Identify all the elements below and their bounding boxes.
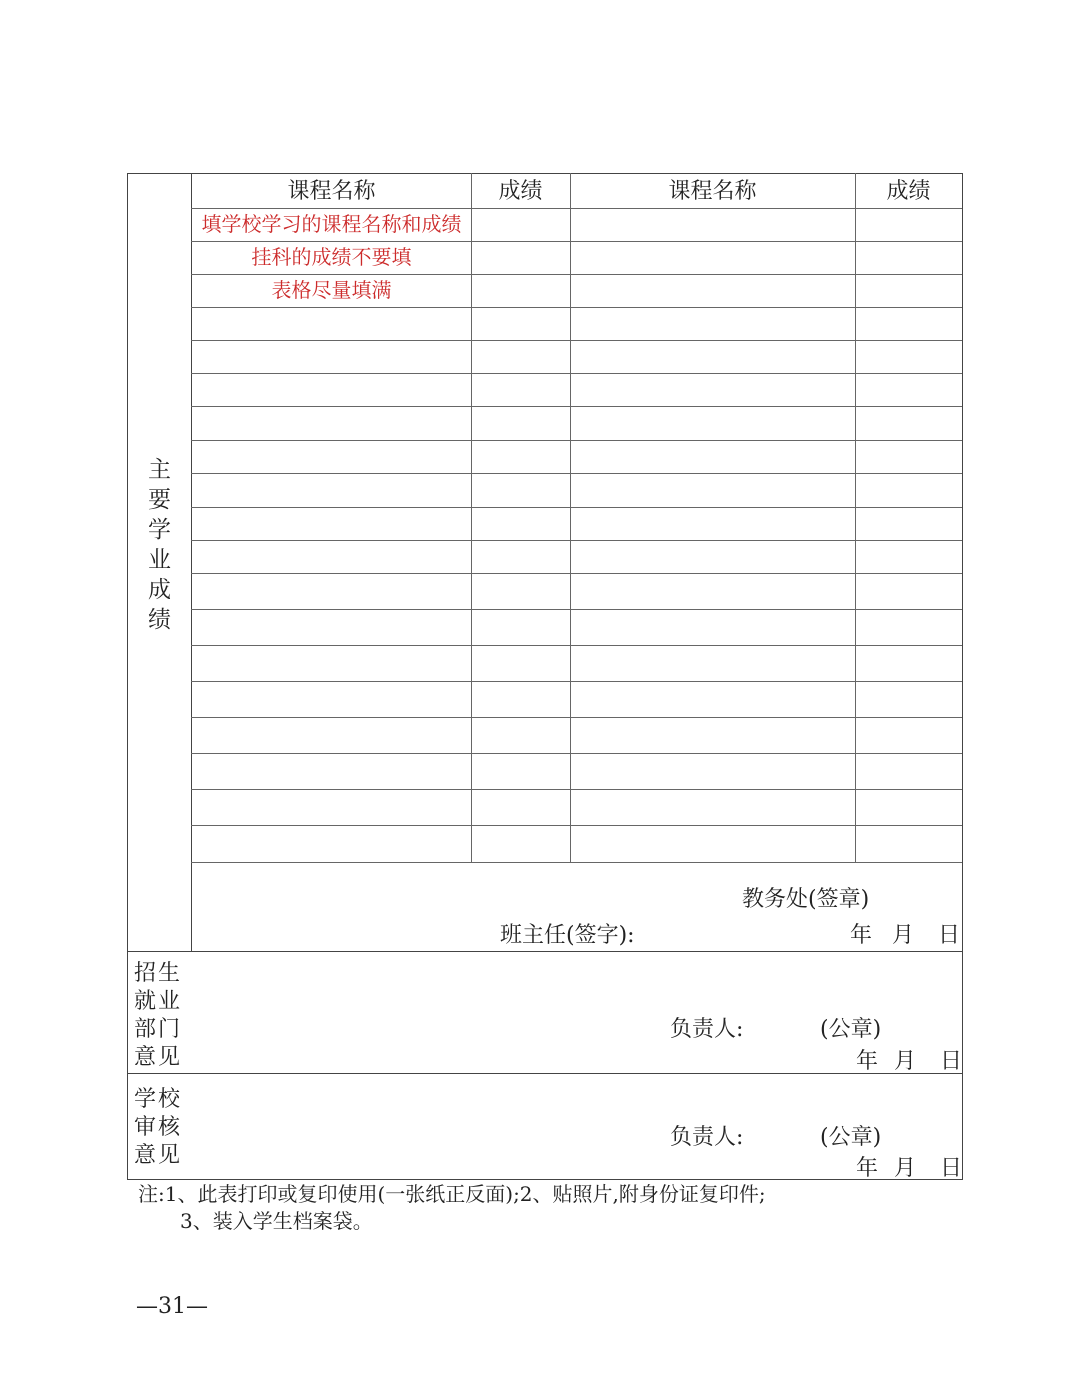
date-day: 日 <box>938 923 961 948</box>
grid-row-line <box>191 717 962 718</box>
label-line: 学校 <box>134 1087 183 1112</box>
grid-row-line <box>191 340 962 341</box>
page-number: —31— <box>136 1294 208 1319</box>
grid-row-line <box>191 473 962 474</box>
section-divider-grades <box>127 951 963 952</box>
header-score-2: 成绩 <box>886 179 931 204</box>
header-course-name-2: 课程名称 <box>668 179 757 204</box>
label-line: 招生 <box>134 961 183 986</box>
grid-row-line <box>191 753 962 754</box>
label-char: 成 <box>148 577 171 603</box>
frame-left <box>127 173 128 1179</box>
label-line: 部门 <box>134 1017 183 1042</box>
label-char: 业 <box>148 547 171 573</box>
grid-column-line <box>570 173 571 862</box>
grid-row-line <box>191 681 962 682</box>
section-label-enrollment-dept <box>134 960 190 1072</box>
grid-row-line <box>191 573 962 574</box>
grid-row-line <box>191 406 962 407</box>
date-year: 年 <box>856 1049 879 1074</box>
label-line: 意见 <box>134 1143 183 1168</box>
head-teacher-signature: 班主任(签字): <box>500 923 635 948</box>
grid-row-line <box>191 862 962 863</box>
label-line: 意见 <box>134 1045 183 1070</box>
date-year: 年 <box>856 1156 879 1181</box>
label-line: 就业 <box>134 989 183 1014</box>
section-label-academic-grades <box>128 455 191 635</box>
grid-row-line <box>191 507 962 508</box>
grid-row-line <box>191 825 962 826</box>
label-char: 要 <box>148 487 171 513</box>
grid-row-line <box>191 440 962 441</box>
date-day: 日 <box>940 1156 963 1181</box>
frame-top <box>127 173 963 174</box>
label-char: 主 <box>148 457 171 483</box>
date-month: 月 <box>894 1156 917 1181</box>
academic-office-stamp: 教务处(签章) <box>742 887 870 912</box>
label-char: 绩 <box>148 607 171 633</box>
school-seal: (公章) <box>820 1125 882 1150</box>
enrollment-responsible: 负责人: <box>670 1017 744 1042</box>
enrollment-seal: (公章) <box>820 1017 882 1042</box>
grades-date <box>850 918 960 949</box>
section-divider-enrollment <box>127 1073 963 1074</box>
frame-right <box>962 173 963 1179</box>
date-year: 年 <box>850 923 873 948</box>
instruction-line: 挂科的成绩不要填 <box>251 245 412 269</box>
grid-column-line <box>855 173 856 862</box>
grid-row-line <box>191 540 962 541</box>
grid-row-line <box>191 609 962 610</box>
section-label-school-review <box>134 1086 190 1170</box>
grid-row-line <box>191 307 962 308</box>
school-responsible: 负责人: <box>670 1125 744 1150</box>
grid-row-line <box>191 645 962 646</box>
grid-column-line <box>471 173 472 862</box>
instruction-line: 填学校学习的课程名称和成绩 <box>201 212 462 236</box>
label-char: 学 <box>148 517 171 543</box>
grid-row-line <box>191 373 962 374</box>
footnote-line-1: 注:1、此表打印或复印使用(一张纸正反面);2、贴照片,附身份证复印件; <box>138 1182 766 1206</box>
footnote-line-2: 3、装入学生档案袋。 <box>180 1209 373 1233</box>
header-course-name-1: 课程名称 <box>287 179 376 204</box>
date-month: 月 <box>892 923 915 948</box>
instruction-line: 表格尽量填满 <box>271 278 392 302</box>
label-line: 审核 <box>134 1115 183 1140</box>
date-day: 日 <box>940 1049 963 1074</box>
header-score-1: 成绩 <box>498 179 543 204</box>
enrollment-date <box>856 1044 962 1075</box>
grid-row-line <box>191 789 962 790</box>
school-date <box>856 1151 962 1182</box>
date-month: 月 <box>894 1049 917 1074</box>
